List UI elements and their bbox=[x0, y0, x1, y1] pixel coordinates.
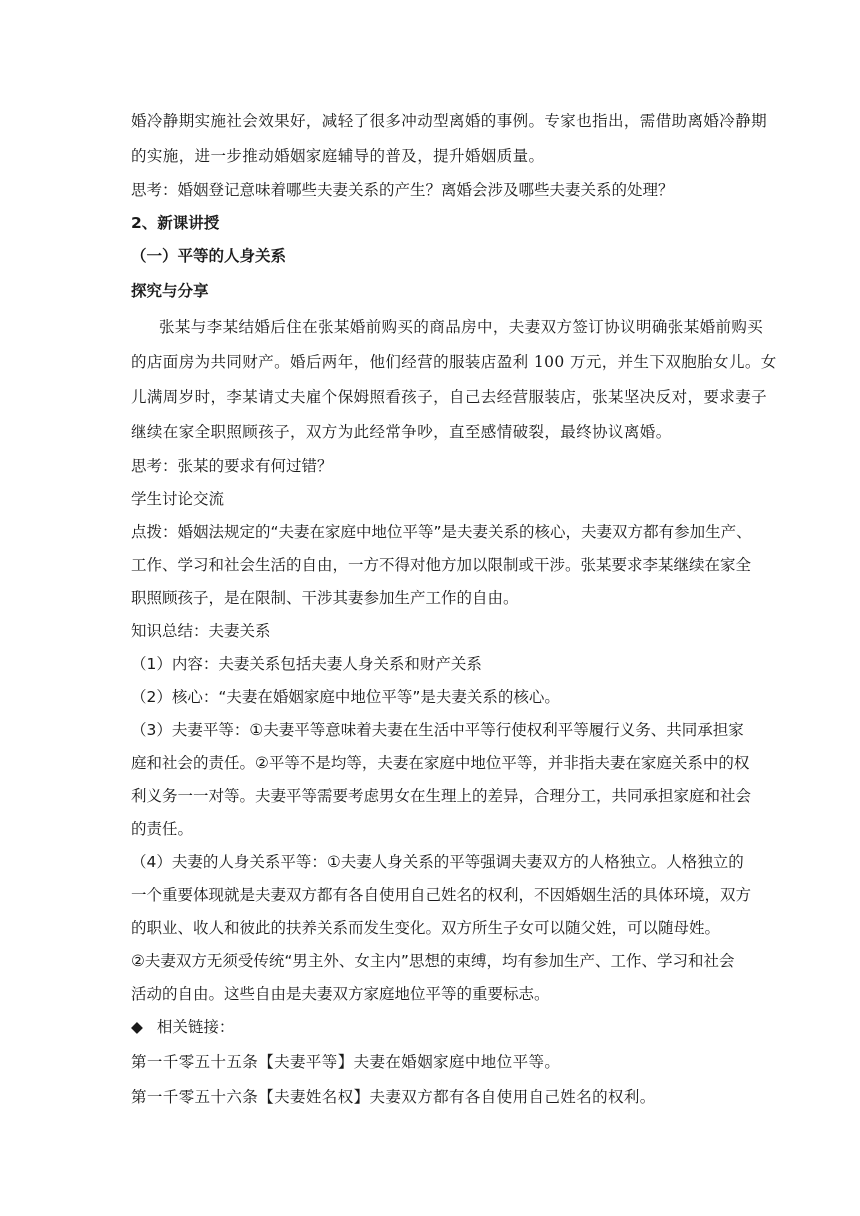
hint-line: 点拨：婚姻法规定的“夫妻在家庭中地位平等”是夫妻关系的核心，夫妻双方都有参加生产、 bbox=[131, 523, 752, 541]
summary-heading: 知识总结：夫妻关系 bbox=[131, 622, 271, 640]
case-line: 张某与李某结婚后住在张某婚前购买的商品房中，夫妻双方签订协议明确张某婚前购买 bbox=[159, 318, 764, 336]
summary-item: （2）核心：“夫妻在婚姻家庭中地位平等”是夫妻关系的核心。 bbox=[131, 688, 560, 706]
paragraph-line: 的实施，进一步推动婚姻家庭辅导的普及，提升婚姻质量。 bbox=[131, 147, 545, 165]
summary-item: ②夫妻双方无须受传统“男主外、女主内”思想的束缚，均有参加生产、工作、学习和社会 bbox=[131, 952, 735, 970]
question-line: 思考：婚姻登记意味着哪些夫妻关系的产生？离婚会涉及哪些夫妻关系的处理？ bbox=[131, 181, 674, 199]
law-article: 第一千零五十五条【夫妻平等】夫妻在婚姻家庭中地位平等。 bbox=[131, 1053, 561, 1071]
hint-line: 工作、学习和社会生活的自由，一方不得对他方加以限制或干涉。张某要求李某继续在家全 bbox=[131, 556, 752, 574]
summary-item: 一个重要体现就是夫妻双方都有各自使用自己姓名的权利，不因婚姻生活的具体环境，双方 bbox=[131, 886, 752, 904]
paragraph-line: 学生讨论交流 bbox=[131, 490, 225, 508]
question-line: 思考：张某的要求有何过错？ bbox=[131, 457, 333, 475]
summary-item: 庭和社会的责任。②平等不是均等，夫妻在家庭中地位平等，并非指夫妻在家庭关系中的权 bbox=[131, 754, 750, 772]
law-article: 第一千零五十六条【夫妻姓名权】夫妻双方都有各自使用自己姓名的权利。 bbox=[131, 1088, 656, 1106]
case-line: 儿满周岁时，李某请丈夫雇个保姆照看孩子，自己去经营服装店，张某坚决反对，要求妻子 bbox=[131, 388, 768, 406]
activity-heading: 探究与分享 bbox=[131, 282, 209, 300]
summary-item: 利义务一一对等。夫妻平等需要考虑男女在生理上的差异，合理分工，共同承担家庭和社会 bbox=[131, 787, 752, 805]
summary-item: （4）夫妻的人身关系平等：①夫妻人身关系的平等强调夫妻双方的人格独立。人格独立的 bbox=[131, 853, 744, 871]
summary-item: （3）夫妻平等：①夫妻平等意味着夫妻在生活中平等行使权利平等履行义务、共同承担家 bbox=[131, 721, 744, 739]
case-line: 的店面房为共同财产。婚后两年，他们经营的服装店盈利 100 万元，并生下双胞胎女儿。女 bbox=[131, 353, 777, 371]
paragraph-line: 婚冷静期实施社会效果好，减轻了很多冲动型离婚的事例。专家也指出，需借助离婚冷静期 bbox=[131, 112, 768, 130]
related-links-heading bbox=[131, 1017, 234, 1037]
summary-item: 活动的自由。这些自由是夫妻双方家庭地位平等的重要标志。 bbox=[131, 985, 550, 1003]
diamond-bullet-icon: ◆ bbox=[131, 1018, 143, 1036]
summary-item: （1）内容：夫妻关系包括夫妻人身关系和财产关系 bbox=[131, 655, 482, 673]
section-heading: 2、新课讲授 bbox=[131, 214, 220, 232]
case-line: 继续在家全职照顾孩子，双方为此经常争吵，直至感情破裂，最终协议离婚。 bbox=[131, 423, 672, 441]
related-links-label: 相关链接： bbox=[156, 1018, 235, 1036]
summary-item: 的职业、收人和彼此的扶养关系而发生变化。双方所生子女可以随父姓，可以随母姓。 bbox=[131, 919, 721, 937]
summary-item: 的责任。 bbox=[131, 820, 194, 838]
subsection-heading: （一）平等的人身关系 bbox=[131, 247, 287, 265]
hint-line: 职照顾孩子，是在限制、干涉其妻参加生产工作的自由。 bbox=[131, 589, 519, 607]
